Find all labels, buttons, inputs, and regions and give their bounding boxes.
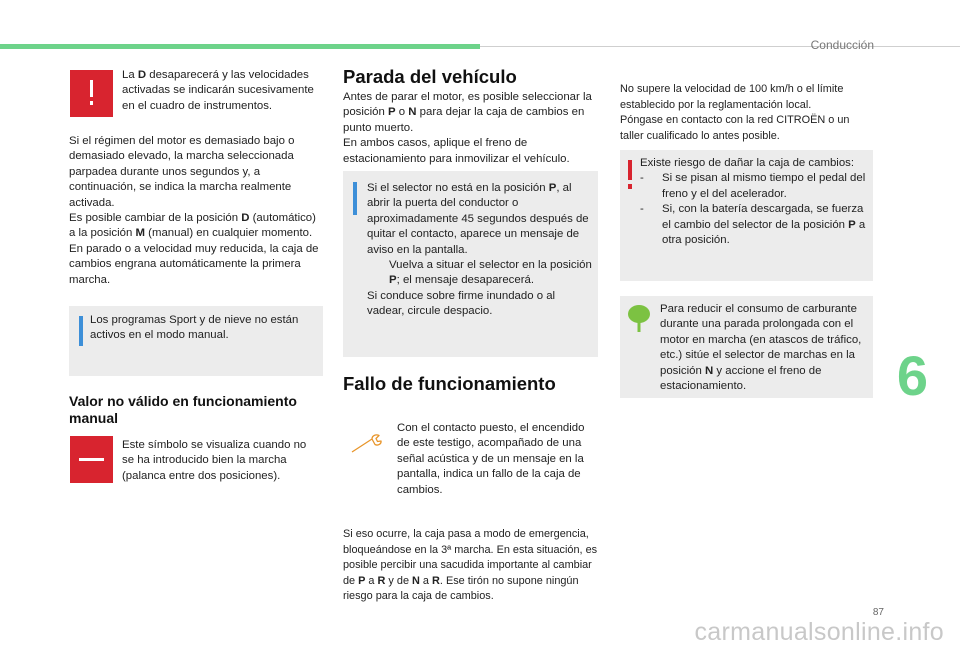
gear-paragraph: Si el régimen del motor es demasiado bajo o demasiado elevado, la marcha seleccionada parpadea durante unos segundos y, a continuación, se indica la marcha realmente activada. Es posible cambiar de la posición D (automático) a la posición M (manual) en cualquier momento. En parado o a velocidad muy reducida, la caja de cambios engrana automáticamente la primera marcha. xyxy=(69,135,319,286)
warning-item-text: Si, con la batería descargada, se fuerza el cambio del selector de la posición P a otra posición. xyxy=(662,203,866,247)
eco-note-text: Para reducir el consumo de carburante durante una parada prolongada con el motor en marcha (en atascos de tráfico, etc.) sitúe el selector de marchas en la posición N y accione el freno de estacionamiento. xyxy=(660,303,862,393)
selector-note-bullet xyxy=(367,258,593,289)
invalid-value-text: Este símbolo se visualiza cuando no se ha introducido bien la marcha (palanca entre dos posiciones). xyxy=(122,439,307,482)
stop-text: Antes de parar el motor, es posible seleccionar la posición P o N para dejar la caja de cambios en punto muerto. En ambos casos, aplique el freno de estacionamiento para inmovilizar el vehículo. xyxy=(343,91,592,165)
warning-title: Existe riesgo de dañar la caja de cambios: xyxy=(640,157,855,169)
gear-d-intro: La D desaparecerá y las velocidades activadas se indicarán sucesivamente en el cuadro de instrumentos. xyxy=(122,69,314,112)
eco-note-box xyxy=(620,296,873,398)
dash-marker: - xyxy=(640,203,644,216)
fault-heading: Fallo de funcionamiento xyxy=(343,373,556,394)
section-title: Conducción xyxy=(810,38,874,52)
warning-note-content xyxy=(640,156,870,248)
fault-detail: Si eso ocurre, la caja pasa a modo de emergencia, bloqueándose en la 3ª marcha. En esta situación, es posible percibir una sacudida importante al cambiar de P a R y de N a R. Ese tirón no supone ningún riesgo para la caja de cambios. xyxy=(343,528,598,603)
invalid-gear-symbol xyxy=(70,436,113,483)
warning-note-box xyxy=(620,150,873,281)
warning-item xyxy=(640,202,870,248)
fault-text: Con el contacto puesto, el encendido de este testigo, acompañado de una señal acústica y de un mensaje en la pantalla, indica un fallo de la caja de cambios. xyxy=(397,422,585,496)
page-number: 87 xyxy=(872,607,884,618)
warning-item-text: Si se pisan al mismo tiempo el pedal del freno y el del acelerador. xyxy=(662,172,866,200)
leaf-tree-icon xyxy=(626,304,652,334)
invalid-value-heading: Valor no válido en funcionamiento manual xyxy=(69,393,297,426)
bullet-icon xyxy=(367,258,389,289)
watermark: carmanualsonline.info xyxy=(694,618,944,646)
warning-item xyxy=(640,171,870,202)
exclamation-icon xyxy=(70,70,113,117)
speed-limit-text: No supere la velocidad de 100 km/h o el límite establecido por la reglamentación local. Póngase en contacto con la red CITROËN o un taller cualificado lo antes posible. xyxy=(620,83,850,142)
dash-icon xyxy=(70,436,113,483)
selector-note-bullet-text: Vuelva a situar el selector en la posición P; el mensaje desaparecerá. xyxy=(389,259,592,287)
info-note-box xyxy=(69,306,323,376)
exclamation-icon xyxy=(625,160,635,190)
info-icon xyxy=(79,316,83,346)
header-rule xyxy=(480,46,960,47)
chapter-number: 6 xyxy=(896,344,928,407)
gear-d-warning-symbol xyxy=(70,70,113,117)
stop-heading: Parada del vehículo xyxy=(343,66,517,87)
header-accent-bar xyxy=(0,44,480,49)
selector-note-content xyxy=(367,181,593,320)
info-icon xyxy=(353,182,357,215)
wrench-icon xyxy=(350,434,384,454)
info-note-text: Los programas Sport y de nieve no están activos en el modo manual. xyxy=(90,314,299,342)
selector-note-text: Si el selector no está en la posición P, al abrir la puerta del conductor o aproximadamente 45 segundos después de quitar el contacto, aparece un mensaje de aviso en la pantalla. xyxy=(367,182,589,256)
selector-note-box xyxy=(343,171,598,357)
dash-marker: - xyxy=(640,172,644,185)
selector-note-tail: Si conduce sobre firme inundado o al vadear, circule despacio. xyxy=(367,289,556,318)
